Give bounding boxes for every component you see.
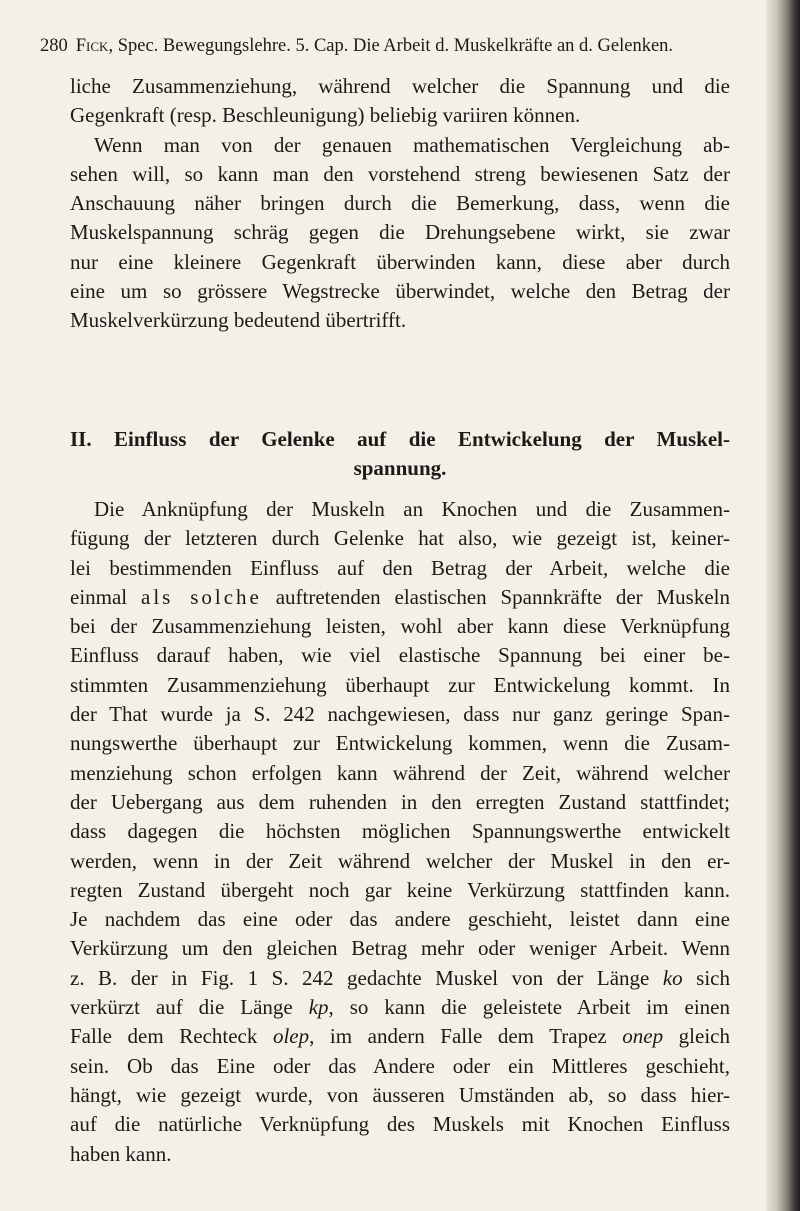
paragraph-1 [70, 72, 730, 336]
text-run: verkürzt auf die Länge [70, 995, 309, 1020]
text-run: auftretenden elastischen Spannkräfte der Muskeln [261, 584, 730, 609]
text-run: gleich [663, 1024, 730, 1049]
text-line: fügung der letzteren durch Gelenke hat also, wie gezeigt ist, keiner- [70, 526, 730, 551]
text-line: der That wurde ja S. 242 nachgewiesen, dass nur ganz geringe Span- [70, 702, 730, 727]
header-author: Fick [75, 36, 109, 56]
text-line [70, 993, 730, 1022]
text-line: bei der Zusammenziehung leisten, wohl aber kann diese Verknüpfung [70, 614, 730, 639]
text-run: z. B. der in Fig. 1 S. 242 gedachte Muskel von der Länge [70, 965, 663, 990]
text-line: eine um so grössere Wegstrecke überwindet, welche den Betrag der [70, 279, 730, 304]
text-run: einmal [70, 584, 142, 609]
text-line: Die Anknüpfung der Muskeln an Knochen und die Zusammen- [94, 497, 730, 521]
heading-line-1: II. Einfluss der Gelenke auf die Entwickelung der Muskel- [70, 427, 730, 451]
italic-symbol: ko [662, 965, 683, 990]
paragraph-2 [70, 495, 730, 1169]
text-line: der Uebergang aus dem ruhenden in den erregten Zustand stattfindet; [70, 789, 730, 814]
text-line: Muskelspannung schräg gegen die Drehungsebene wirkt, sie zwar [70, 220, 730, 245]
text-line: sein. Ob das Eine oder das Andere oder ein Mittleres geschieht, [70, 1053, 730, 1078]
text-run: sich [682, 965, 730, 990]
text-line [70, 964, 730, 993]
text-line: nungswerthe überhaupt zur Entwickelung kommen, wenn die Zusam- [70, 731, 730, 756]
text-line: nur eine kleinere Gegenkraft überwinden kann, diese aber durch [70, 249, 730, 274]
text-line: hängt, wie gezeigt wurde, von äusseren Umständen ab, so dass hier- [70, 1082, 730, 1107]
italic-symbol: onep [622, 1024, 664, 1049]
text-line: Verkürzung um den gleichen Betrag mehr oder weniger Arbeit. Wenn [70, 936, 730, 961]
heading-line-2: spannung. [353, 456, 447, 480]
text-line: werden, wenn in der Zeit während welcher der Muskel in den er- [70, 848, 730, 873]
text-line: lei bestimmenden Einfluss auf den Betrag der Arbeit, welche die [70, 555, 730, 580]
text-line: Anschauung näher bringen durch die Bemerkung, dass, wenn die [70, 191, 730, 216]
text-line: auf die natürliche Verknüpfung des Muskels mit Knochen Einfluss [70, 1112, 730, 1137]
italic-symbol: kp [308, 995, 329, 1020]
text-run: Falle dem Rechteck [70, 1024, 273, 1049]
text-line: haben kann. [70, 1141, 172, 1166]
text-line: sehen will, so kann man den vorstehend streng bewiesenen Satz der [70, 161, 730, 186]
page-number: 280 [40, 36, 68, 56]
section-heading [70, 425, 730, 483]
text-run: , im andern Falle dem Trapez [309, 1024, 623, 1049]
text-line: Je nachdem das eine oder das andere geschieht, leistet dann eine [70, 907, 730, 932]
text-line: menziehung schon erfolgen kann während der Zeit, während welcher [70, 760, 730, 785]
text-line: Muskelverkürzung bedeutend übertrifft. [70, 308, 407, 333]
text-line [70, 583, 730, 612]
running-header [40, 36, 740, 60]
text-line: Wenn man von der genauen mathematischen Vergleichung ab- [94, 132, 730, 157]
header-title: , Spec. Bewegungslehre. 5. Cap. Die Arbeit d. Muskelkräfte an d. Gelenken. [108, 36, 674, 56]
text-run: , so kann die geleistete Arbeit im einen [328, 995, 730, 1020]
text-line: Gegenkraft (resp. Beschleunigung) beliebig variiren können. [70, 103, 581, 128]
text-line [70, 1022, 730, 1051]
text-line: liche Zusammenziehung, während welcher die Spannung und die [70, 74, 730, 98]
italic-symbol: olep [272, 1024, 310, 1049]
text-line: stimmten Zusammenziehung überhaupt zur Entwickelung kommt. In [70, 672, 730, 697]
text-line: Einfluss darauf haben, wie viel elastische Spannung bei einer be- [70, 643, 730, 668]
spaced-emphasis: als solche [141, 584, 262, 609]
text-line: regten Zustand übergeht noch gar keine Verkürzung stattfinden kann. [70, 877, 730, 902]
text-line: dass dagegen die höchsten möglichen Spannungswerthe entwickelt [70, 819, 730, 844]
book-spine-shadow [766, 0, 800, 1211]
